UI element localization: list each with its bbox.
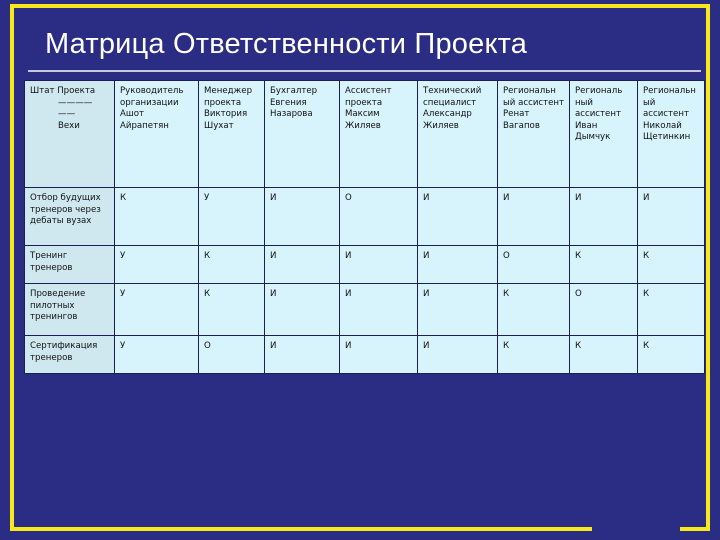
matrix-cell: К	[570, 246, 638, 284]
matrix-cell: К	[115, 188, 199, 246]
corner-cell	[25, 81, 115, 188]
table-row	[25, 188, 705, 246]
matrix-cell: И	[340, 336, 418, 374]
table-row	[25, 246, 705, 284]
corner-divider-line: ————	[58, 97, 93, 108]
header-row	[25, 81, 705, 188]
matrix-cell: И	[265, 188, 340, 246]
matrix-cell: К	[199, 284, 265, 336]
table-row	[25, 284, 705, 336]
matrix-cell: К	[498, 284, 570, 336]
column-header: Ассистент проекта Максим Жиляев	[340, 81, 418, 188]
matrix-cell: К	[199, 246, 265, 284]
matrix-cell: О	[498, 246, 570, 284]
column-header: Руководитель организации Ашот Айрапетян	[115, 81, 199, 188]
matrix-cell: У	[115, 336, 199, 374]
row-label: Проведение пилотных тренингов	[25, 284, 115, 336]
frame-gap	[592, 526, 680, 540]
matrix-cell: У	[115, 284, 199, 336]
corner-milestones-label: Вехи	[58, 120, 80, 131]
matrix-cell: О	[340, 188, 418, 246]
matrix-cell: И	[340, 284, 418, 336]
matrix-cell: И	[570, 188, 638, 246]
title-divider	[28, 70, 701, 72]
matrix-cell: И	[638, 188, 705, 246]
column-header: Региональн ый ассистент Ренат Вагапов	[498, 81, 570, 188]
matrix-cell: И	[418, 336, 498, 374]
matrix-cell: И	[498, 188, 570, 246]
row-label: Отбор будущих тренеров через дебаты вузах	[25, 188, 115, 246]
responsibility-matrix	[24, 80, 705, 374]
matrix-cell: И	[418, 188, 498, 246]
slide-title: Матрица Ответственности Проекта	[45, 28, 528, 60]
column-header: Менеджер проекта Виктория Шухат	[199, 81, 265, 188]
corner-divider-line-2: ——	[58, 109, 76, 119]
matrix-cell: О	[570, 284, 638, 336]
matrix-cell: К	[570, 336, 638, 374]
matrix-cell: И	[265, 246, 340, 284]
matrix-cell: К	[638, 284, 705, 336]
table-row	[25, 336, 705, 374]
matrix-cell: И	[265, 336, 340, 374]
matrix-cell: И	[418, 246, 498, 284]
matrix-cell: У	[115, 246, 199, 284]
matrix-cell: И	[418, 284, 498, 336]
column-header: Региональн ый ассистент Николай Щетинкин	[638, 81, 705, 188]
matrix-cell: К	[638, 336, 705, 374]
row-label: Сертификация тренеров	[25, 336, 115, 374]
corner-staff-label: Штат Проекта	[30, 86, 96, 96]
row-label: Тренинг тренеров	[25, 246, 115, 284]
matrix-cell: О	[199, 336, 265, 374]
matrix-cell: К	[498, 336, 570, 374]
column-header: Региональ ный ассистент Иван Дымчук	[570, 81, 638, 188]
column-header: Технический специалист Александр Жиляев	[418, 81, 498, 188]
matrix-cell: К	[638, 246, 705, 284]
matrix-cell: У	[199, 188, 265, 246]
matrix-cell: И	[265, 284, 340, 336]
matrix-cell: И	[340, 246, 418, 284]
column-header: Бухгалтер Евгения Назарова	[265, 81, 340, 188]
